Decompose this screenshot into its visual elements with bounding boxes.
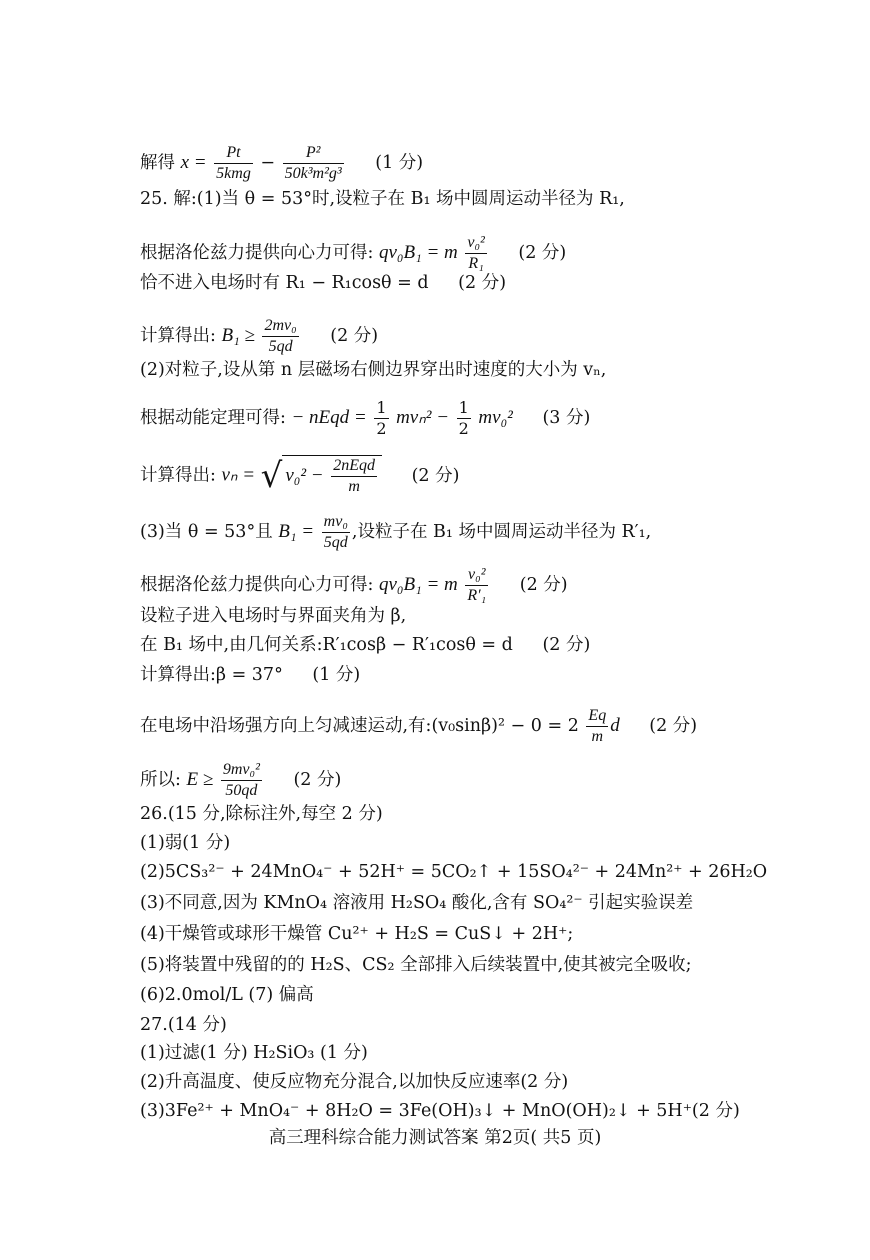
score: (1 分): [312, 665, 361, 685]
line-no-enter: 恰不进入电场时有 R₁ − R₁cosθ = d (2 分): [140, 273, 507, 293]
line-q26-5: (5)将装置中残留的的 H₂S、CS₂ 全部排入后续装置中,使其被完全吸收;: [140, 955, 692, 975]
line-q27-3: (3)3Fe²⁺ + MnO₄⁻ + 8H₂O = 3Fe(OH)₃↓ + MnO(OH)₂↓ + 5H⁺(2 分): [140, 1101, 740, 1121]
fraction: $\frac{\text{v₀²}}{\text{R₁}}$: [467, 234, 485, 272]
line-lorentz2: 根据洛伦兹力提供向心力可得: qv₀B₁ = m $\frac{\text{v₀²}}{\text{R′₁}}$ (2 分): [140, 566, 568, 604]
page-footer: 高三理科综合能力测试答案 第2页( 共5 页): [268, 1128, 602, 1148]
line-vn: 计算得出: vₙ = √ v₀² − $\frac{\text{2nEqd}}{m}$ (2 分): [140, 456, 460, 496]
line-energy: 根据动能定理可得: − nEqd = $\frac{1}{2}$ mvₙ² − $\frac{1}{2}$ mv₀² (3 分): [140, 398, 591, 438]
line-q25: 25. 解:(1)当 θ = 53°时,设粒子在 B₁ 场中圆周运动半径为 R₁,: [140, 189, 625, 209]
fraction: $\frac{1}{2}$: [376, 398, 387, 438]
fraction: $\frac{Eq}{m}$: [588, 707, 607, 745]
score: (2 分): [518, 243, 567, 263]
line-E: 所以: E ≥ $\frac{\text{9mv₀²}}{50qd}$ (2 分): [140, 761, 342, 799]
score: (2 分): [330, 326, 379, 346]
line-part3: (3)当 θ = 53°且 B₁ = $\frac{\text{mv₀}}{5qd}$ ,设粒子在 B₁ 场中圆周运动半径为 R′₁,: [140, 513, 652, 551]
score: (2 分): [649, 716, 698, 736]
sqrt: √ v₀² − $\frac{\text{2nEqd}}{m}$: [261, 455, 382, 497]
fraction: $\frac{\text{2mv₀}}{5qd}$: [264, 317, 297, 355]
score: (2 分): [411, 465, 460, 486]
score: (3 分): [542, 408, 591, 428]
line-decel: 在电场中沿场强方向上匀减速运动,有:(v₀sinβ)² − 0 = 2 $\frac{Eq}{m}$ d (2 分): [140, 707, 698, 745]
line-q26: 26.(15 分,除标注外,每空 2 分): [140, 804, 383, 824]
fraction: $\frac{\text{9mv₀²}}{50qd}$: [222, 761, 260, 799]
line-angle-beta: 设粒子进入电场时与界面夹角为 β,: [140, 606, 407, 626]
line-q26-4: (4)干燥管或球形干燥管 Cu²⁺ + H₂S = CuS↓ + 2H⁺;: [140, 924, 574, 944]
score: (2 分): [519, 575, 568, 595]
line-beta: 计算得出:β = 37° (1 分): [140, 665, 361, 685]
line-q26-3: (3)不同意,因为 KMnO₄ 溶液用 H₂SO₄ 酸化,含有 SO₄²⁻ 引起实验误差: [140, 893, 694, 913]
fraction: $\frac{Pt}{\text{5kmg}}$: [216, 144, 251, 182]
line-q26-2: (2)5CS₃²⁻ + 24MnO₄⁻ + 52H⁺ = 5CO₂↑ + 15SO₄²⁻ + 24Mn²⁺ + 26H₂O: [140, 862, 768, 882]
fraction: $\frac{\text{P²}}{\text{50k³m²g³}}$: [284, 144, 342, 182]
line-part2: (2)对粒子,设从第 n 层磁场右侧边界穿出时速度的大小为 vₙ,: [140, 360, 607, 380]
score: (2 分): [542, 635, 591, 655]
line-q27-1: (1)过滤(1 分) H₂SiO₃ (1 分): [140, 1043, 368, 1063]
line-q26-1: (1)弱(1 分): [140, 833, 231, 853]
line-b1: 计算得出: B₁ ≥ $\frac{\text{2mv₀}}{5qd}$ (2 分): [140, 317, 379, 355]
fraction: $\frac{\text{2nEqd}}{m}$: [333, 457, 375, 495]
score: (2 分): [458, 273, 507, 293]
line-geometry: 在 B₁ 场中,由几何关系:R′₁cosβ − R′₁cosθ = d (2 分): [140, 635, 591, 655]
fraction: $\frac{\text{mv₀}}{5qd}$: [323, 513, 348, 551]
fraction: $\frac{1}{2}$: [458, 398, 469, 438]
fraction: $\frac{\text{v₀²}}{\text{R′₁}}$: [467, 566, 487, 604]
score: (2 分): [293, 770, 342, 790]
line-solve-x: 解得 x = $\frac{Pt}{\text{5kmg}}$ − $\frac{\text{P²}}{\text{50k³m²g³}}$ (1 分): [140, 144, 424, 182]
line-q27: 27.(14 分): [140, 1015, 227, 1035]
line-q26-6: (6)2.0mol/L (7) 偏高: [140, 985, 314, 1005]
line-lorentz: 根据洛伦兹力提供向心力可得: qv₀B₁ = m $\frac{\text{v₀²}}{\text{R₁}}$ (2 分): [140, 234, 567, 272]
line-q27-2: (2)升高温度、使反应物充分混合,以加快反应速率(2 分): [140, 1072, 569, 1092]
score: (1 分): [375, 153, 424, 173]
